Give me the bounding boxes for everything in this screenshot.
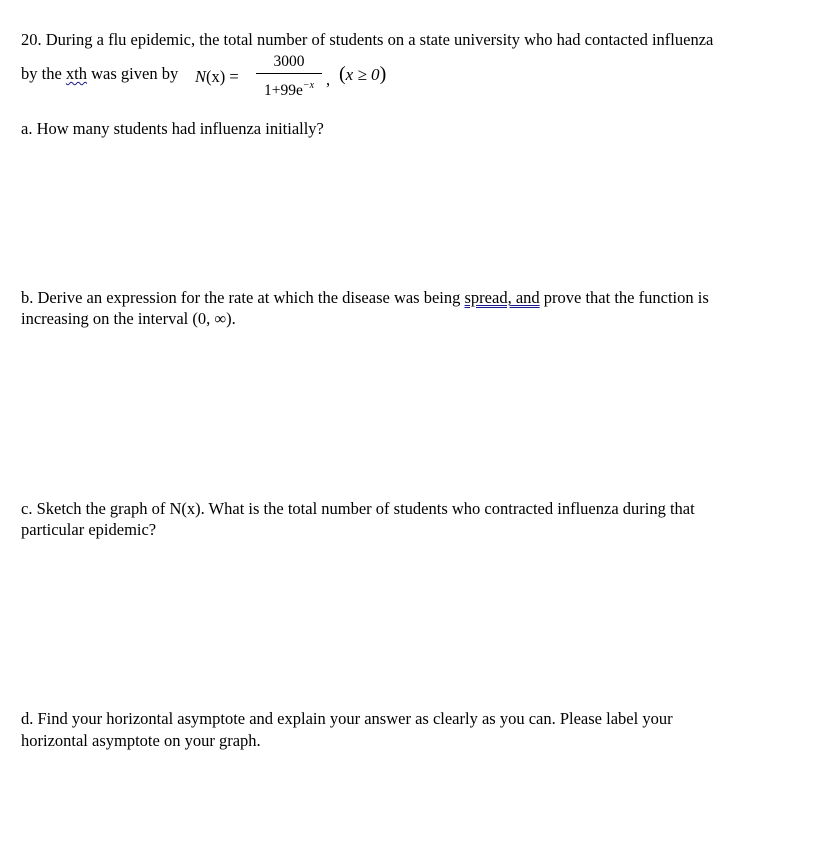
part-a: a. How many students had influenza initially? [21, 119, 324, 138]
xth-misspelled-word: xth [65, 64, 88, 83]
question-line-1: 20. During a flu epidemic, the total number of students on a state university who had contacted influenza [21, 30, 714, 49]
formula-condition [339, 63, 386, 86]
part-b-line-2: increasing on the interval (0, ∞). [21, 309, 236, 328]
part-c-line-1: c. Sketch the graph of N(x). What is the total number of students who contracted influenza during that [21, 499, 695, 518]
question-line-2-post: was given by [87, 64, 179, 83]
formula-function-name: N [195, 67, 207, 86]
formula-comma: , [326, 70, 331, 89]
part-c-line-2: particular epidemic? [21, 520, 157, 539]
formula-close-paren: ) [379, 63, 387, 85]
formula-equals: = [225, 67, 239, 86]
formula-denominator-exponent: −x [302, 80, 315, 91]
formula-denominator [256, 76, 322, 101]
formula-fraction [256, 52, 322, 101]
formula-function-arg: (x) [206, 67, 226, 86]
question-line-2-pre: by the [21, 64, 66, 83]
question-line-2 [21, 64, 178, 84]
part-b-line-1-pre: b. Derive an expression for the rate at which the disease was being [21, 288, 465, 307]
formula-open-paren: ( [339, 63, 346, 85]
formula-numerator: 3000 [273, 53, 305, 70]
formula-lhs [195, 67, 239, 87]
part-b-line-1-post: prove that the function is [539, 288, 709, 307]
formula-condition-text: x ≥ 0 [345, 65, 380, 84]
part-b-line-1 [21, 288, 709, 308]
part-d-line-2: horizontal asymptote on your graph. [21, 731, 261, 750]
formula-denominator-base: 1+99e [263, 82, 303, 99]
formula-fraction-bar [256, 73, 322, 74]
part-d-line-1: d. Find your horizontal asymptote and explain your answer as clearly as you can. Please label your [21, 709, 673, 728]
spread-and-grammar-flag: spread, and [464, 288, 540, 307]
